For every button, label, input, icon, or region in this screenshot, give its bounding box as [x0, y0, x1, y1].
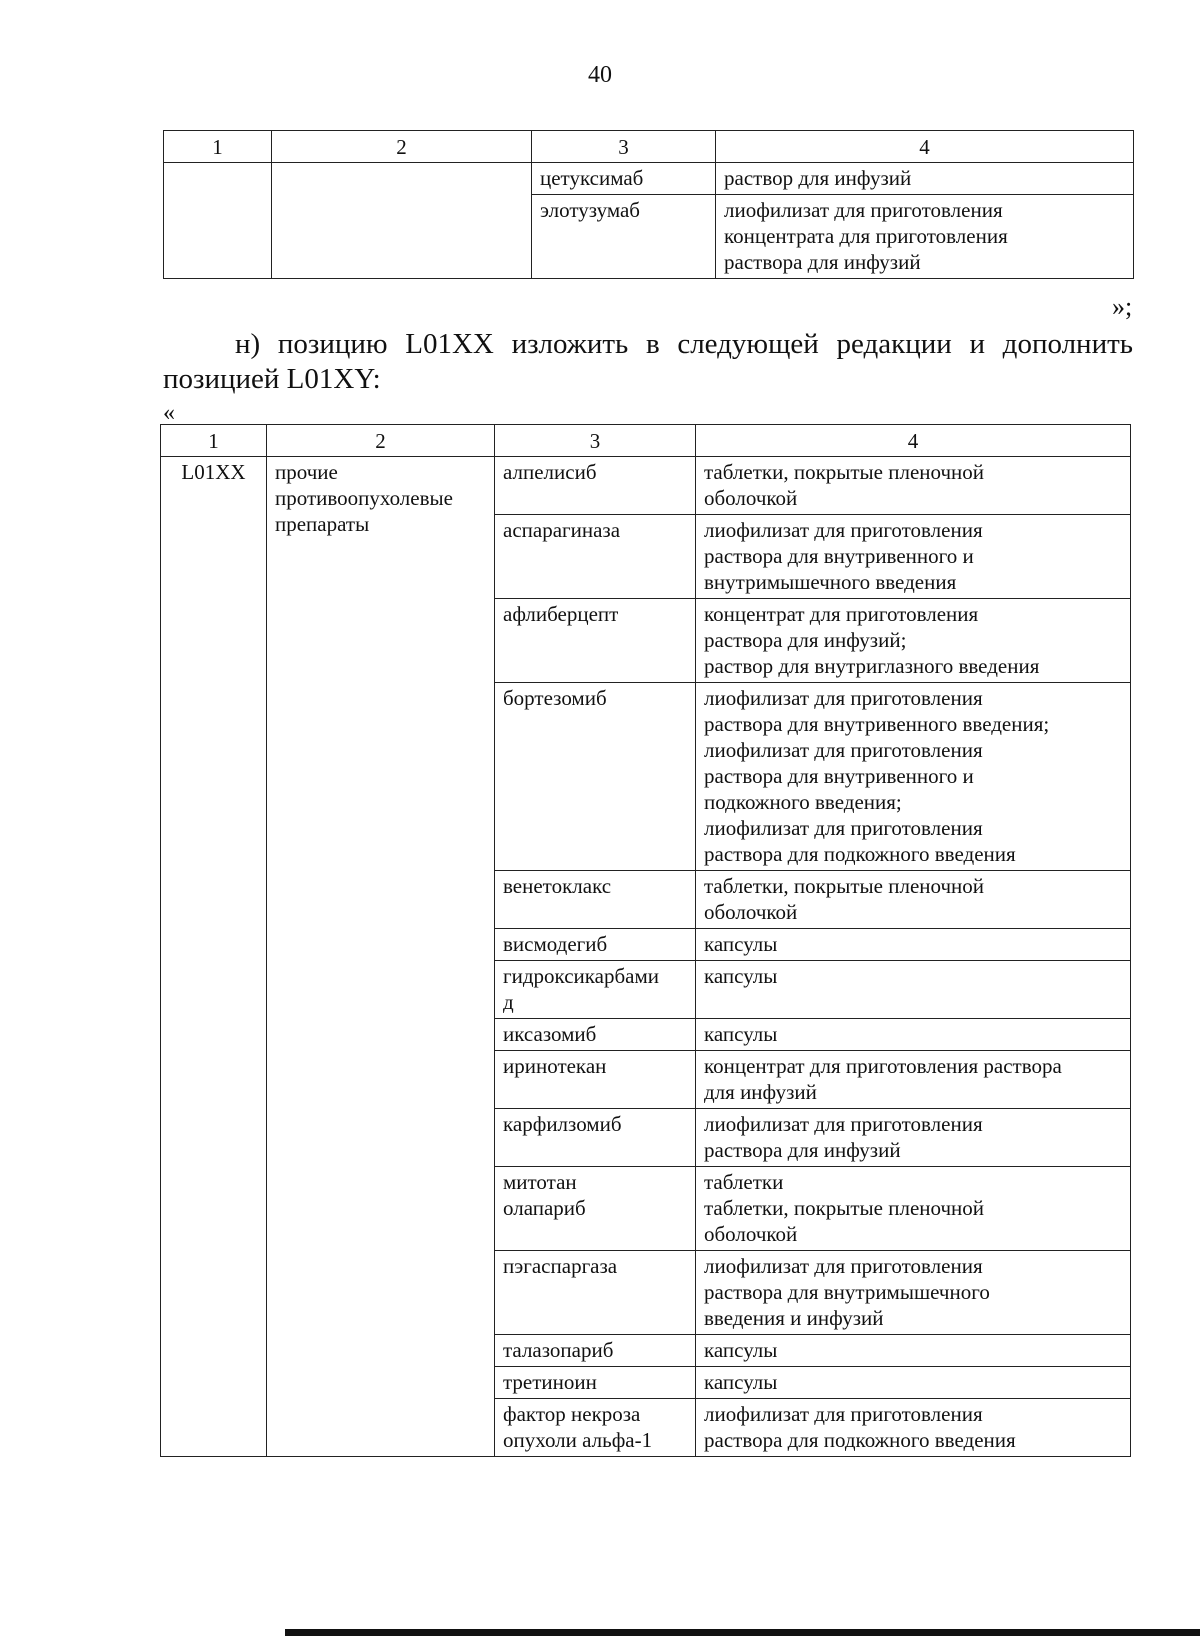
dosage-form-cell: таблетки, покрытые пленочной оболочкой	[696, 457, 1131, 515]
drug-name-cell: карфилзомиб	[495, 1109, 696, 1167]
header-cell: 1	[164, 131, 272, 163]
drug-table	[160, 424, 1131, 1457]
closing-quote: »;	[1112, 292, 1133, 321]
drug-name-cell: фактор некроза опухоли альфа-1	[495, 1399, 696, 1457]
drug-name-cell: алпелисиб	[495, 457, 696, 515]
dosage-form-cell: таблетки таблетки, покрытые пленочной оболочкой	[696, 1167, 1131, 1251]
dosage-form-cell: капсулы	[696, 929, 1131, 961]
header-cell: 3	[495, 425, 696, 457]
page-number: 40	[588, 62, 612, 88]
drug-name-cell: иринотекан	[495, 1051, 696, 1109]
dosage-form-cell: концентрат для приготовления раствора для инфузий; раствор для внутриглазного введения	[696, 599, 1131, 683]
drug-name-cell: талазопариб	[495, 1335, 696, 1367]
continuation-table	[163, 130, 1134, 279]
dosage-form-cell: лиофилизат для приготовления раствора для внутримышечного введения и инфузий	[696, 1251, 1131, 1335]
dosage-form-cell: таблетки, покрытые пленочной оболочкой	[696, 871, 1131, 929]
dosage-form-cell: раствор для инфузий	[716, 163, 1134, 195]
drug-name-cell: бортезомиб	[495, 683, 696, 871]
paragraph-line-2: позицией L01XY:	[163, 363, 381, 395]
empty-cell	[164, 163, 272, 279]
header-cell: 2	[267, 425, 495, 457]
header-cell: 2	[272, 131, 532, 163]
dosage-form-cell: лиофилизат для приготовления раствора для инфузий	[696, 1109, 1131, 1167]
paragraph-line-1: н) позицию L01XX изложить в следующей редакции и дополнить	[235, 328, 1133, 360]
drug-name-cell: висмодегиб	[495, 929, 696, 961]
header-cell: 1	[161, 425, 267, 457]
table-row	[161, 457, 1131, 515]
scan-edge-bar	[285, 1629, 1200, 1636]
drug-name-cell: иксазомиб	[495, 1019, 696, 1051]
drug-name-cell: венетоклакс	[495, 871, 696, 929]
dosage-form-cell: лиофилизат для приготовления раствора для внутривенного и внутримышечного введения	[696, 515, 1131, 599]
dosage-form-cell: капсулы	[696, 1335, 1131, 1367]
drug-name-cell: аспарагиназа	[495, 515, 696, 599]
opening-quote: «	[163, 400, 175, 426]
dosage-form-cell: концентрат для приготовления раствора для инфузий	[696, 1051, 1131, 1109]
drug-name-cell: афлиберцепт	[495, 599, 696, 683]
table-row	[164, 163, 1134, 195]
empty-cell	[272, 163, 532, 279]
dosage-form-cell: капсулы	[696, 1367, 1131, 1399]
header-cell: 4	[696, 425, 1131, 457]
table-header-row	[164, 131, 1134, 163]
drug-name-cell: элотузумаб	[532, 195, 716, 279]
dosage-form-cell: лиофилизат для приготовления раствора для подкожного введения	[696, 1399, 1131, 1457]
header-cell: 3	[532, 131, 716, 163]
group-name-cell: прочие противоопухолевые препараты	[267, 457, 495, 1457]
dosage-form-cell: лиофилизат для приготовления концентрата для приготовления раствора для инфузий	[716, 195, 1134, 279]
drug-name-cell: третиноин	[495, 1367, 696, 1399]
dosage-form-cell: лиофилизат для приготовления раствора для внутривенного введения; лиофилизат для приготовления раствора для внутривенного и подкожного введения; лиофилизат для приготовления раствора для подкожного введения	[696, 683, 1131, 871]
amendment-paragraph	[163, 327, 1133, 397]
drug-name-cell: митотан олапариб	[495, 1167, 696, 1251]
atc-code-cell: L01XX	[161, 457, 267, 1457]
dosage-form-cell: капсулы	[696, 961, 1131, 1019]
header-cell: 4	[716, 131, 1134, 163]
drug-name-cell: гидроксикарбами д	[495, 961, 696, 1019]
dosage-form-cell: капсулы	[696, 1019, 1131, 1051]
drug-name-cell: цетуксимаб	[532, 163, 716, 195]
table-header-row	[161, 425, 1131, 457]
drug-name-cell: пэгаспаргаза	[495, 1251, 696, 1335]
